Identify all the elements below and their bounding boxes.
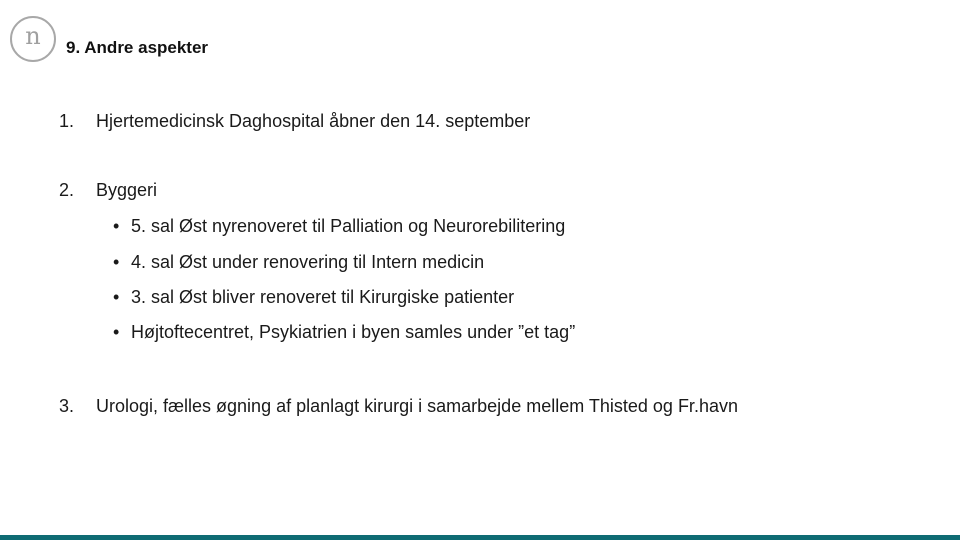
list-item-text: Hjertemedicinsk Daghospital åbner den 14. september [96, 111, 531, 131]
slide-title: 9. Andre aspekter [66, 38, 209, 57]
list-item-number: 3. [59, 396, 75, 416]
bullet-marker: • [113, 252, 120, 272]
list-item [59, 396, 738, 417]
list-item-number: 2. [59, 180, 75, 200]
bullet-marker: • [113, 287, 120, 307]
list-item-text: Urologi, fælles øgning af planlagt kirurgi i samarbejde mellem Thisted og Fr.havn [96, 396, 738, 416]
bullet-item [113, 287, 514, 308]
list-item [59, 180, 157, 201]
bullet-text: Højtoftecentret, Psykiatrien i byen samles under ”et tag” [131, 322, 576, 342]
bullet-marker: • [113, 216, 120, 236]
list-item-text: Byggeri [96, 180, 158, 200]
logo-glyph: n [25, 22, 41, 50]
hospital-logo-icon [10, 16, 56, 62]
bullet-marker: • [113, 322, 120, 342]
bullet-text: 5. sal Øst nyrenoveret til Palliation og Neurorebilitering [131, 216, 566, 236]
list-item-number: 1. [59, 111, 75, 131]
bullet-item [113, 216, 565, 237]
bullet-item [113, 322, 575, 343]
bullet-item [113, 252, 484, 273]
bullet-text: 4. sal Øst under renovering til Intern medicin [131, 252, 485, 272]
list-item [59, 111, 530, 132]
bullet-text: 3. sal Øst bliver renoveret til Kirurgiske patienter [131, 287, 515, 307]
footer-accent-bar [0, 535, 960, 540]
